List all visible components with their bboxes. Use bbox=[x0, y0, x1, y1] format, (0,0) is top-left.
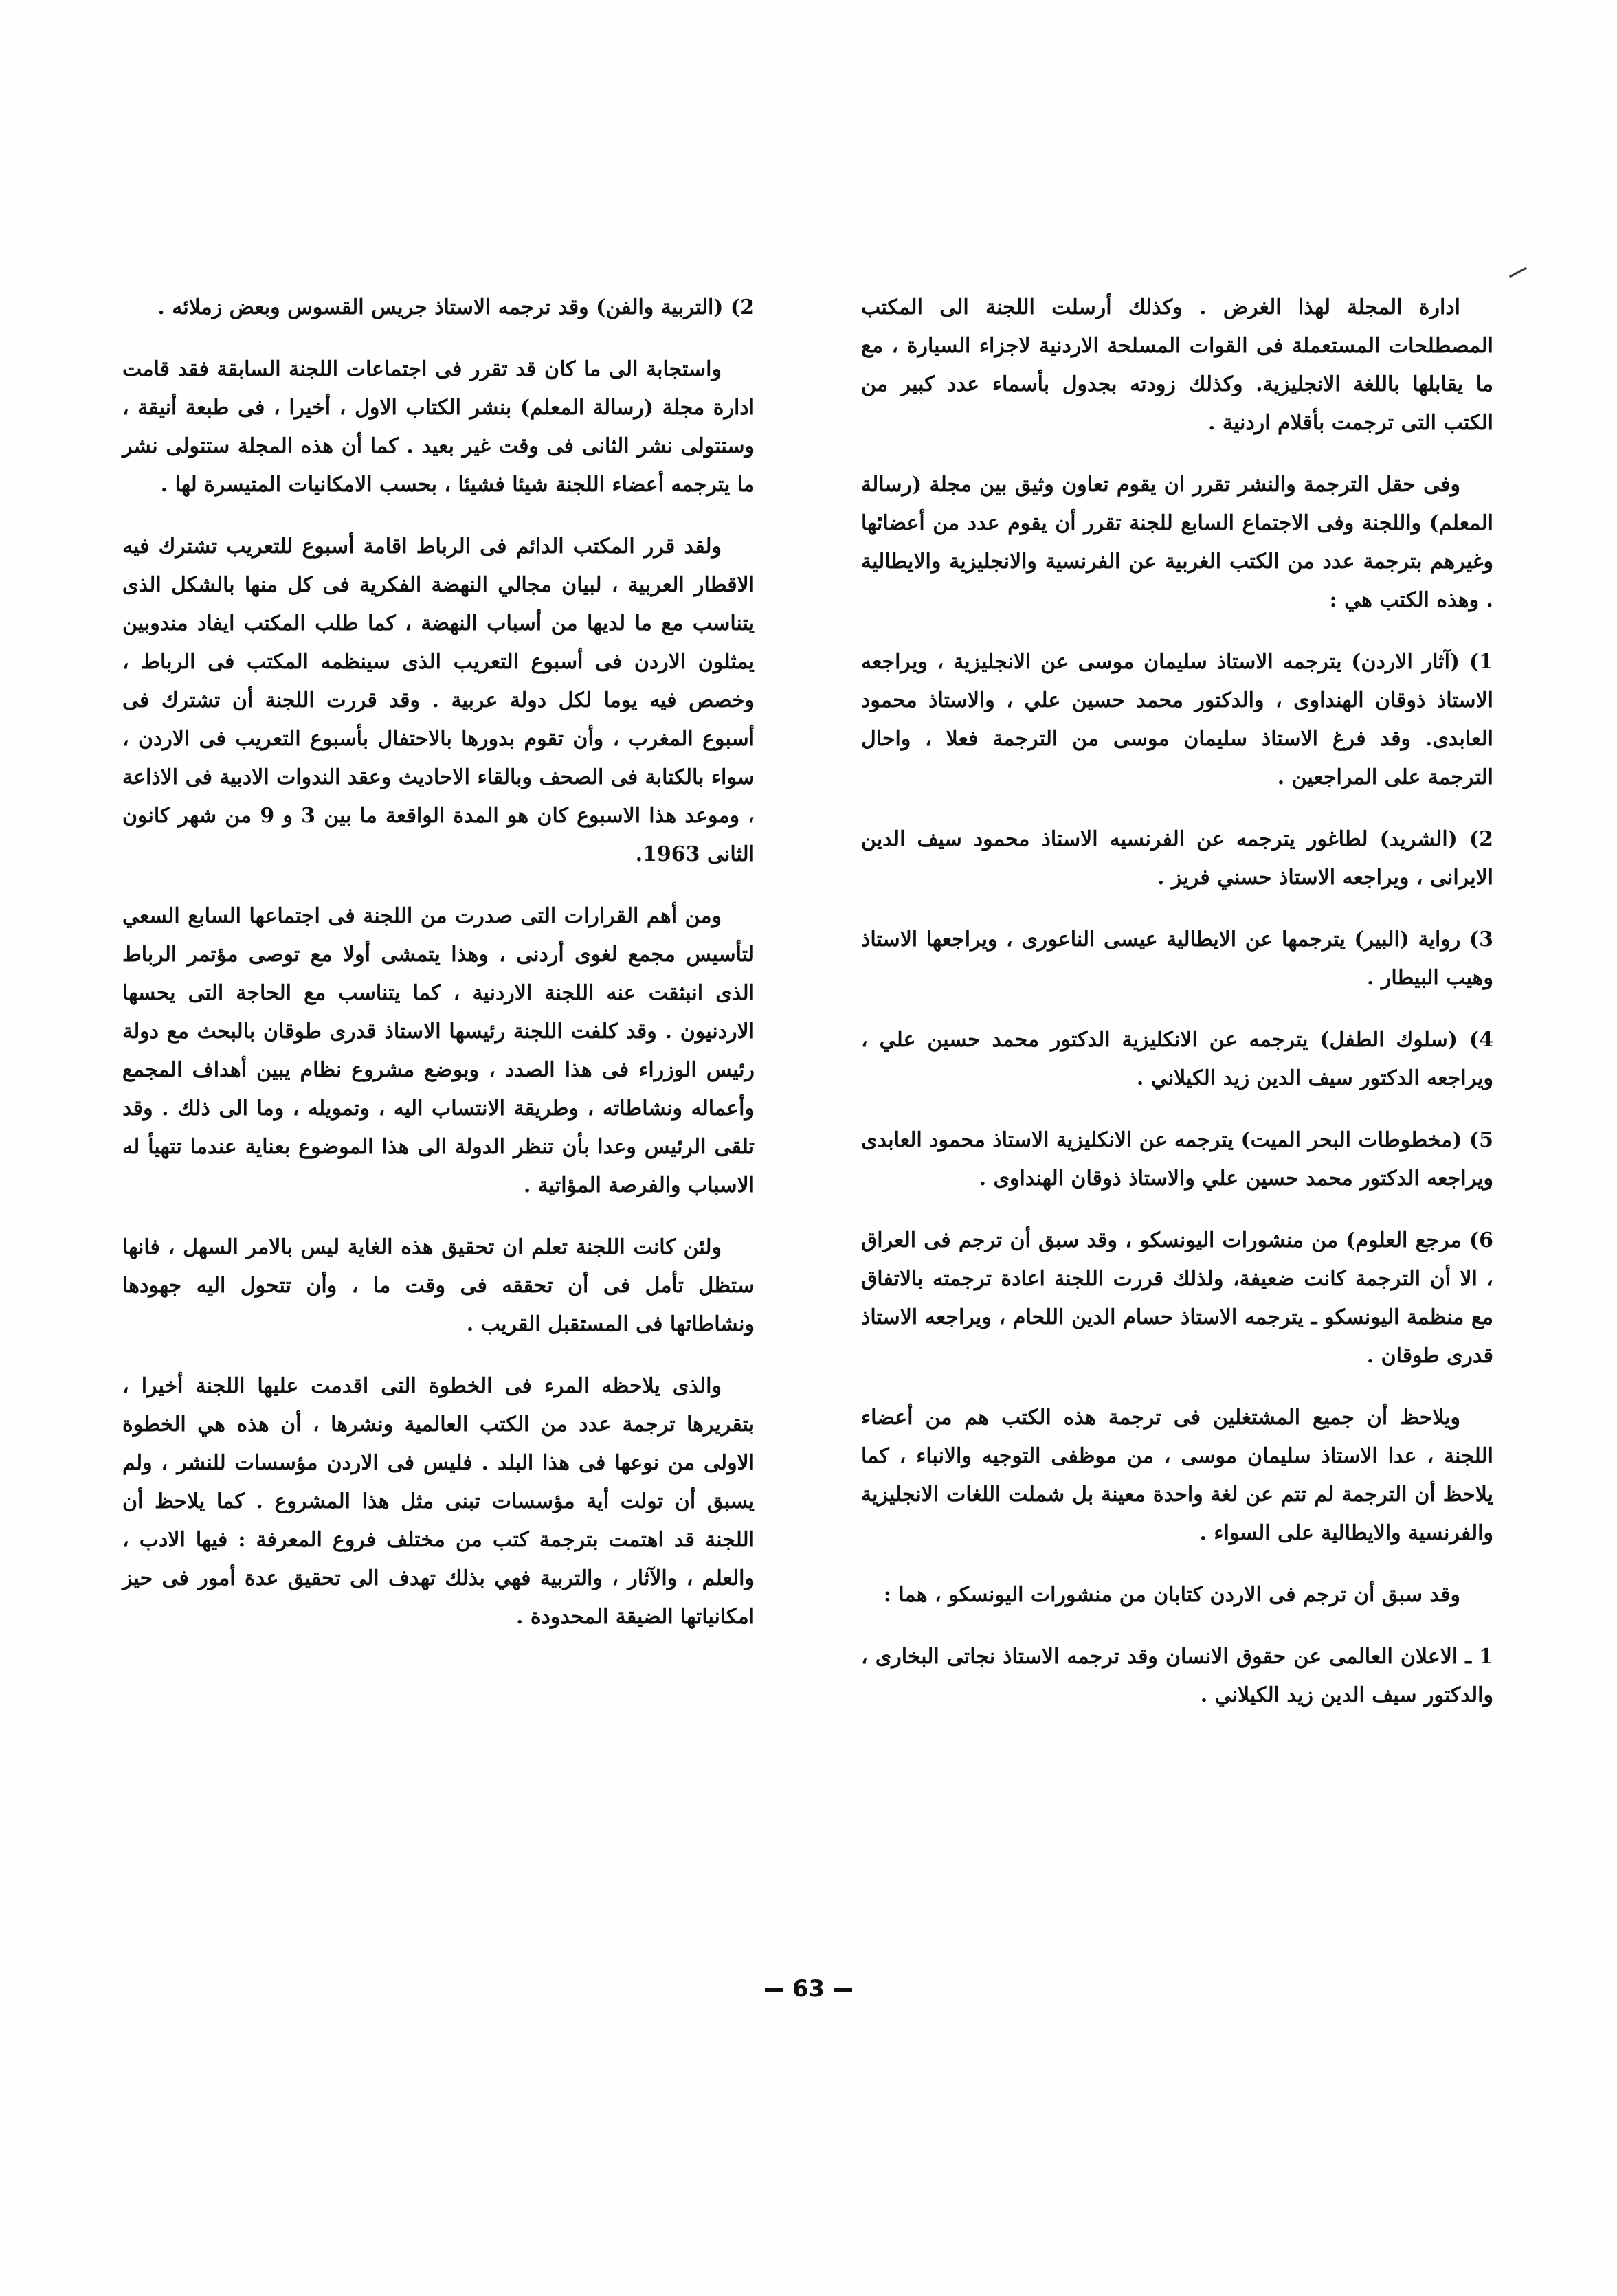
book-list-item: 6) مرجع العلوم) من منشورات اليونسكو ، وقد سبق أن ترجم فى العراق ، الا أن الترجمة كانت ضعيفة، ولذلك قررت اللجنة اعادة ترجمته بالاتفاق مع منظمة اليونسكو ـ يترجمه الاستاذ حسام الدين اللحام ، ويراجعه الاستاذ قدرى طوقان . bbox=[861, 1228, 1493, 1368]
book-list-item: 4) (سلوك الطفل) يترجمه عن الانكليزية الدكتور محمد حسين علي ، ويراجعه الدكتور سيف الدين زيد الكيلاني . bbox=[861, 1028, 1493, 1090]
paragraph: ويلاحظ أن جميع المشتغلين فى ترجمة هذه الكتب هم من أعضاء اللجنة ، عدا الاستاذ سليمان موسى ، من موظفى التوجيه والانباء ، كما يلاحظ أن الترجمة لم تتم عن لغة واحدة معينة بل شملت اللغات الانجليزية والفرنسية والايطالية على السواء . bbox=[861, 1406, 1493, 1545]
paragraph: ولقد قرر المكتب الدائم فى الرباط اقامة أسبوع للتعريب تشترك فيه الاقطار العربية ، لبيان مجالي النهضة الفكرية فى كل منها بالشكل الذى يتناسب مع ما لديها من أسباب النهضة ، كما طلب المكتب ايفاد مندوبين يمثلون الاردن فى أسبوع التعريب الذى سينظمه المكتب فى الرباط ، وخصص فيه يوما لكل دولة عربية . وقد قررت اللجنة أن تشترك فى أسبوع المغرب ، وأن تقوم بدورها بالاحتفال بأسبوع التعريب فى الاردن ، سواء بالكتابة فى الصحف وبالقاء الاحاديث وعقد الندوات الادبية فى الاذاعة ، وموعد هذا الاسبوع كان هو المدة الواقعة ما بين 3 و 9 من شهر كانون الثانى 1963. bbox=[122, 534, 755, 866]
paragraph: ولئن كانت اللجنة تعلم ان تحقيق هذه الغاية ليس بالامر السهل ، فانها ستظل تأمل فى أن تحققه فى وقت ما ، وأن تتحول اليه جهودها ونشاطاتها فى المستقبل القريب . bbox=[122, 1235, 755, 1336]
book-list-item: 1) (آثار الاردن) يترجمه الاستاذ سليمان موسى عن الانجليزية ، ويراجعه الاستاذ ذوقان الهنداوى ، والدكتور محمد حسين علي ، والاستاذ محمود العابدى. وقد فرغ الاستاذ سليمان موسى من الترجمة فعلا ، واحال الترجمة على المراجعين . bbox=[861, 650, 1493, 789]
book-list-item: 1 ـ الاعلان العالمى عن حقوق الانسان وقد ترجمه الاستاذ نجاتى البخارى ، والدكتور سيف الدين زيد الكيلاني . bbox=[861, 1645, 1493, 1707]
right-column bbox=[861, 289, 1493, 1738]
scan-mark bbox=[1509, 267, 1527, 278]
paragraph: والذى يلاحظه المرء فى الخطوة التى اقدمت عليها اللجنة أخيرا ، بتقريرها ترجمة عدد من الكتب العالمية ونشرها ، أن هذه هي الخطوة الاولى من نوعها فى هذا البلد . فليس فى الاردن مؤسسات للنشر ، ولم يسبق أن تولت أية مؤسسات تبنى مثل هذا المشروع . كما يلاحظ أن اللجنة قد اهتمت بترجمة كتب من مختلف فروع المعرفة : فيها الادب ، والعلم ، والآثار ، والتربية فهي بذلك تهدف الى تحقيق عدة أمور فى حيز امكانياتها الضيقة المحدودة . bbox=[122, 1374, 755, 1629]
paragraph: ومن أهم القرارات التى صدرت من اللجنة فى اجتماعها السابع السعي لتأسيس مجمع لغوى أردنى ، وهذا يتمشى أولا مع توصى مؤتمر الرباط الذى انبثقت عنه اللجنة الاردنية ، كما يتناسب مع الحاجة التى يحسها الاردنيون . وقد كلفت اللجنة رئيسها الاستاذ قدرى طوقان بالبحث مع دولة رئيس الوزراء فى هذا الصدد ، وبوضع مشروع نظام يبين أهداف المجمع وأعماله ونشاطاته ، وطريقة الانتساب اليه ، وتمويله ، وما الى ذلك . وقد تلقى الرئيس وعدا بأن تنظر الدولة الى هذا الموضوع بعناية عندما تتهيأ له الاسباب والفرصة المؤاتية . bbox=[122, 904, 755, 1197]
book-list-item: 2) (التربية والفن) وقد ترجمه الاستاذ جريس القسوس وبعض زملائه . bbox=[157, 295, 755, 319]
paragraph: وفى حقل الترجمة والنشر تقرر ان يقوم تعاون وثيق بين مجلة (رسالة المعلم) واللجنة وفى الاجتماع السابع للجنة تقرر أن يقوم عدد من أعضائها وغيرهم بترجمة عدد من الكتب الغربية عن الفرنسية والانجليزية والايطالية . وهذه الكتب هي : bbox=[861, 473, 1493, 612]
page-number bbox=[0, 1975, 1617, 2003]
dash-left bbox=[765, 1988, 783, 1992]
page-number-text: 63 bbox=[792, 1975, 825, 2003]
paragraph: واستجابة الى ما كان قد تقرر فى اجتماعات اللجنة السابقة فقد قامت ادارة مجلة (رسالة المعلم) بنشر الكتاب الاول ، أخيرا ، فى طبعة أنيقة ، وستتولى نشر الثانى فى وقت غير بعيد . كما أن هذه المجلة ستتولى نشر ما يترجمه أعضاء اللجنة شيئا فشيئا ، بحسب الامكانيات المتيسرة لها . bbox=[122, 357, 755, 497]
left-column bbox=[122, 289, 755, 1660]
book-list-item: 3) رواية (البير) يترجمها عن الايطالية عيسى الناعورى ، ويراجعها الاستاذ وهيب البيطار . bbox=[861, 927, 1493, 990]
dash-right bbox=[834, 1988, 852, 1992]
paragraph: وقد سبق أن ترجم فى الاردن كتابان من منشورات اليونسكو ، هما : bbox=[883, 1583, 1460, 1607]
book-list-item: 5) (مخطوطات البحر الميت) يترجمه عن الانكليزية الاستاذ محمود العابدى ويراجعه الدكتور محمد حسين علي والاستاذ ذوقان الهنداوى . bbox=[861, 1128, 1493, 1191]
book-list-item: 2) (الشريد) لطاغور يترجمه عن الفرنسيه الاستاذ محمود سيف الدين الايرانى ، ويراجعه الاستاذ حسني فريز . bbox=[861, 827, 1493, 890]
paragraph: ادارة المجلة لهذا الغرض . وكذلك أرسلت اللجنة الى المكتب المصطلحات المستعملة فى القوات المسلحة الاردنية لاجزاء السيارة ، مع ما يقابلها باللغة الانجليزية. وكذلك زودته بجدول بأسماء عدد كبير من الكتب التى ترجمت بأقلام اردنية . bbox=[861, 295, 1494, 435]
